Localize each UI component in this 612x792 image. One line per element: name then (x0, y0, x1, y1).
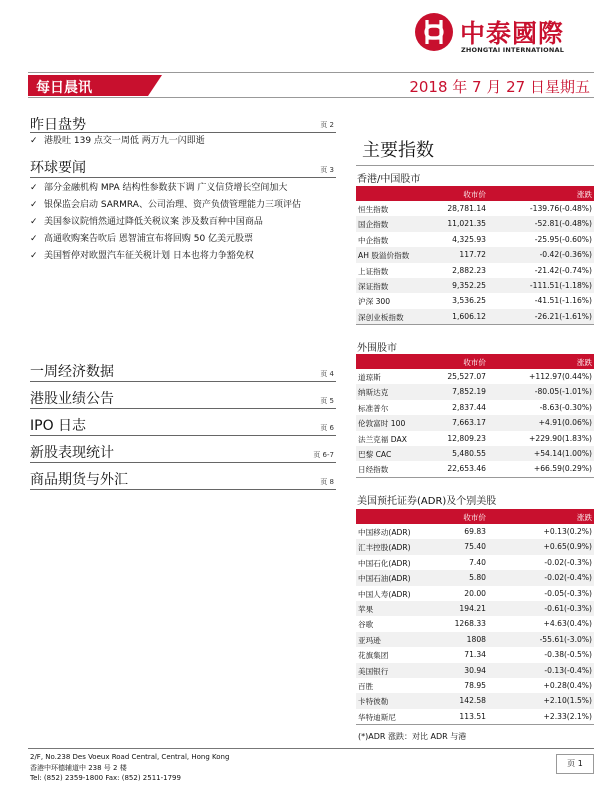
row-change: +229.90(1.83%) (529, 433, 592, 443)
table-row (356, 400, 594, 415)
row-price: 9,352.25 (452, 280, 486, 290)
zhongtai-logo-icon (414, 12, 454, 52)
col-price-header: 收市价 (463, 358, 486, 367)
row-name: 中国移动(ADR) (358, 528, 411, 537)
row-price: 69.83 (464, 527, 486, 536)
bullet-list-global-news (30, 180, 330, 265)
section-title: 商品期货与外汇 (30, 472, 128, 488)
row-price: 75.40 (464, 542, 486, 552)
row-change: -0.02(-0.4%) (544, 573, 592, 583)
table-overseas (356, 354, 594, 478)
section-new-listing-stats (30, 442, 336, 463)
row-change: +54.14(1.00%) (533, 448, 592, 458)
row-change: -25.95(-0.60%) (534, 234, 592, 244)
row-price: 11,021.35 (447, 219, 486, 229)
footer-address (30, 752, 229, 784)
table-row (356, 524, 594, 539)
row-change: -26.21(-1.61%) (534, 311, 592, 321)
row-name: 中企指数 (358, 235, 389, 245)
table-row (356, 384, 594, 399)
row-change: -55.61(-3.0%) (539, 634, 592, 644)
row-name: 华特迪斯尼 (358, 712, 396, 722)
table-hk-china (356, 186, 594, 325)
table-adr (356, 509, 594, 725)
row-price: 7.40 (469, 557, 486, 567)
row-name: 标准普尔 (358, 403, 389, 413)
bullet-item: ✓ 美国参议院悄然通过降低关税议案 涉及数百种中国商品 (30, 214, 330, 231)
table-row (356, 693, 594, 708)
table-row (356, 446, 594, 461)
address-cn: 香港中环德辅道中 238 号 2 楼 (30, 763, 127, 772)
row-price: 5,480.55 (452, 448, 486, 458)
row-change: +66.59(0.29%) (533, 464, 592, 474)
table-header (356, 186, 594, 201)
page-number: 页 1 (556, 754, 594, 774)
row-change: -111.51(-1.18%) (529, 280, 592, 290)
row-change: -41.51(-1.16%) (534, 296, 592, 306)
row-price: 142.58 (459, 696, 486, 706)
col-change-header: 涨跌 (576, 513, 592, 522)
table-row (356, 247, 594, 262)
row-price: 2,882.23 (452, 265, 486, 275)
col-change-header: 涨跌 (576, 190, 592, 199)
footer-divider (28, 748, 594, 749)
row-price: 2,837.44 (452, 402, 486, 412)
row-name: 深证指数 (358, 281, 389, 291)
row-change: -52.81(-0.48%) (534, 219, 592, 229)
row-change: -8.63(-0.30%) (539, 402, 592, 412)
table-row (356, 616, 594, 631)
table-row (356, 263, 594, 278)
row-name: 谷歌 (358, 620, 374, 630)
table-row (356, 369, 594, 384)
row-name: 国企指数 (358, 220, 389, 230)
row-price: 71.34 (464, 650, 486, 660)
row-price: 5.80 (469, 573, 486, 583)
col-price-header: 收市价 (463, 190, 486, 199)
row-price: 12,809.23 (447, 433, 486, 443)
table-body (356, 201, 594, 324)
row-name: 巴黎 CAC (358, 449, 392, 459)
row-name: 深创业板指数 (358, 312, 404, 322)
table-row (356, 586, 594, 601)
divider (356, 165, 594, 166)
table-row (356, 570, 594, 585)
row-change: -21.42(-0.74%) (534, 265, 592, 275)
section-page-ref: 页 8 (320, 478, 334, 486)
row-price: 30.94 (464, 665, 486, 675)
table-header (356, 354, 594, 369)
row-change: -80.05(-1.01%) (534, 387, 592, 397)
row-name: 上证指数 (358, 266, 389, 276)
section-page-ref: 页 2 (320, 121, 334, 129)
row-change: +4.63(0.4%) (543, 619, 592, 629)
row-name: 伦敦富时 100 (358, 419, 406, 429)
company-logo (414, 8, 594, 60)
row-change: -0.02(-0.3%) (544, 557, 592, 567)
bullet-item: ✓ 银保监会启动 SARMRA、公司治理、资产负债管理能力三项评估 (30, 197, 330, 214)
logo-name-en: ZHONGTAI INTERNATIONAL (461, 46, 565, 54)
row-name: 苹果 (358, 604, 374, 614)
group-title-adr: 美国预托证券(ADR)及个别美股 (356, 492, 594, 510)
section-hk-earnings (30, 388, 336, 409)
report-banner (28, 72, 594, 98)
row-name: 纳斯达克 (358, 388, 389, 398)
contact-phone-fax: Tel: (852) 2359-1800 Fax: (852) 2511-1799 (30, 774, 181, 782)
row-name: 中国石化(ADR) (358, 558, 411, 568)
table-body (356, 369, 594, 477)
row-change: -0.38(-0.5%) (544, 650, 592, 660)
table-row (356, 431, 594, 446)
row-price: 7,852.19 (452, 387, 486, 397)
section-ipo-log (30, 415, 336, 436)
table-row (356, 278, 594, 293)
row-name: 百胜 (358, 681, 374, 691)
section-page-ref: 页 5 (320, 397, 334, 405)
table-row (356, 663, 594, 678)
address-en: 2/F, No.238 Des Voeux Road Central, Central, Hong Kong (30, 753, 230, 761)
report-date: 2018 年 7 月 27 日星期五 (409, 78, 590, 96)
row-price: 1,606.12 (452, 311, 486, 321)
section-commodities-fx (30, 469, 336, 490)
table-row (356, 415, 594, 430)
row-price: 3,536.25 (452, 296, 486, 306)
section-title: 港股业绩公告 (30, 391, 114, 407)
report-title: 每日晨讯 (28, 75, 148, 96)
row-change: +2.33(2.1%) (543, 711, 592, 721)
section-global-news (30, 157, 336, 178)
row-name: 法兰克福 DAX (358, 434, 407, 444)
row-price: 113.51 (459, 711, 486, 721)
table-header (356, 509, 594, 524)
row-price: 78.95 (464, 680, 486, 690)
col-price-header: 收市价 (463, 513, 486, 522)
row-change: +0.28(0.4%) (543, 680, 592, 690)
row-name: AH 股溢价指数 (358, 251, 410, 261)
table-row (356, 201, 594, 216)
group-title-hk-china: 香港/中国股市 (356, 170, 594, 188)
table-row (356, 678, 594, 693)
row-name: 中国人寿(ADR) (358, 589, 411, 599)
indices-title: 主要指数 (362, 140, 434, 161)
row-price: 1808 (466, 634, 486, 644)
row-name: 美国银行 (358, 666, 389, 676)
section-page-ref: 页 6 (320, 424, 334, 432)
table-row (356, 601, 594, 616)
row-name: 卡特彼勒 (358, 697, 389, 707)
row-name: 恒生指数 (358, 205, 389, 214)
bullet-item: ✓ 部分金融机构 MPA 结构性参数获下调 广义信贷增长空间加大 (30, 180, 330, 197)
section-title: 新股表现统计 (30, 445, 114, 461)
table-body (356, 524, 594, 724)
row-price: 194.21 (459, 603, 486, 613)
table-row (356, 539, 594, 554)
row-change: +0.13(0.2%) (543, 527, 592, 536)
section-title: 昨日盘势 (30, 117, 86, 133)
section-title: 环球要闻 (30, 160, 86, 176)
table-row (356, 293, 594, 308)
section-page-ref: 页 4 (320, 370, 334, 378)
group-title-overseas: 外围股市 (356, 339, 594, 357)
col-change-header: 涨跌 (576, 358, 592, 367)
table-row (356, 555, 594, 570)
table-row (356, 232, 594, 247)
bullet-item: ✓ 美国暂停对欧盟汽车征关税计划 日本也将力争豁免权 (30, 248, 330, 265)
logo-name-cn: 中泰國際 (460, 19, 565, 48)
row-name: 中国石油(ADR) (358, 574, 411, 584)
bullet-item: ✓ 港股吐 139 点交一周低 两万九一闪即逝 (30, 133, 330, 150)
row-change: -0.05(-0.3%) (544, 588, 592, 598)
section-title: 一周经济数据 (30, 364, 114, 380)
row-price: 20.00 (464, 588, 486, 598)
adr-note: (*)ADR 涨跌：对比 ADR 与港 (358, 732, 467, 741)
table-row (356, 216, 594, 231)
table-row (356, 309, 594, 324)
table-row (356, 709, 594, 724)
row-price: 7,663.17 (452, 418, 486, 428)
row-change: +112.97(0.44%) (529, 372, 592, 381)
section-weekly-econ-data (30, 361, 336, 382)
row-name: 亚玛逊 (358, 635, 381, 645)
row-name: 汇丰控股(ADR) (358, 543, 411, 553)
table-row (356, 632, 594, 647)
section-title: IPO 日志 (30, 418, 87, 434)
row-price: 4,325.93 (452, 234, 486, 244)
row-change: +2.10(1.5%) (543, 696, 592, 706)
row-price: 28,781.14 (447, 204, 486, 213)
row-price: 22,653.46 (447, 464, 486, 474)
bullet-list-market-recap (30, 133, 330, 150)
row-name: 花旗集团 (358, 651, 389, 661)
section-page-ref: 页 3 (320, 166, 334, 174)
row-price: 117.72 (459, 250, 486, 260)
row-change: -0.42(-0.36%) (539, 250, 592, 260)
row-change: +4.91(0.06%) (538, 418, 592, 428)
table-row (356, 647, 594, 662)
row-change: -0.61(-0.3%) (544, 603, 592, 613)
row-name: 道琼斯 (358, 373, 381, 382)
bullet-item: ✓ 高通收购案告吹后 恩智浦宣布将回购 50 亿美元股票 (30, 231, 330, 248)
section-page-ref: 页 6-7 (313, 451, 334, 459)
row-change: -0.13(-0.4%) (544, 665, 592, 675)
row-change: -139.76(-0.48%) (529, 204, 592, 213)
table-row (356, 461, 594, 476)
row-name: 沪深 300 (358, 297, 391, 307)
row-price: 25,527.07 (447, 372, 486, 381)
section-market-recap (30, 114, 336, 133)
row-price: 1268.33 (454, 619, 486, 629)
row-change: +0.65(0.9%) (543, 542, 592, 552)
row-name: 日经指数 (358, 465, 389, 475)
